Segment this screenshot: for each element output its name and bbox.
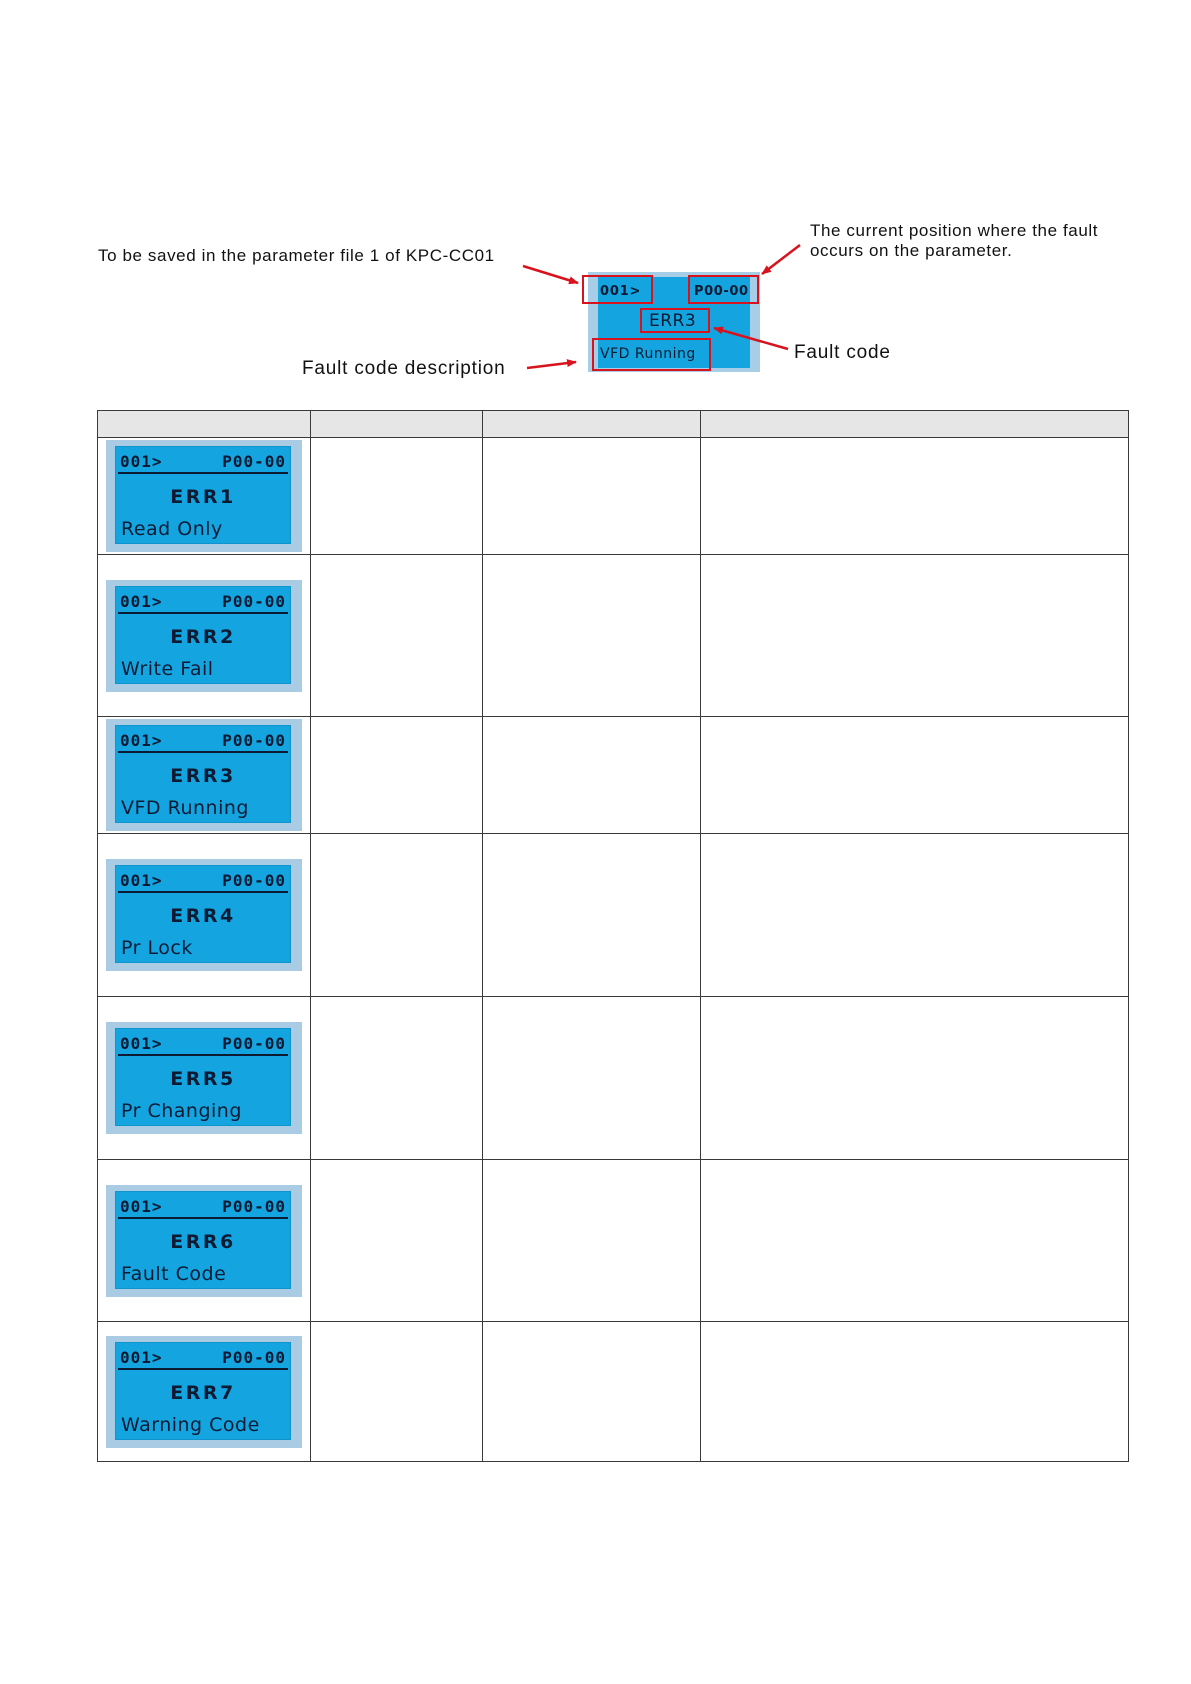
lcd-fault-message: Pr Changing bbox=[121, 1100, 242, 1122]
table-cell bbox=[483, 717, 701, 834]
lcd-file-id: 001> bbox=[120, 1034, 163, 1053]
example-param: P00-00 bbox=[694, 284, 749, 299]
lcd-frame bbox=[106, 1022, 302, 1134]
lcd-file-id: 001> bbox=[120, 591, 163, 611]
lcd-fault-code: ERR5 bbox=[170, 1068, 236, 1090]
example-message: VFD Running bbox=[600, 346, 696, 362]
lcd-fault-message: Write Fail bbox=[121, 657, 214, 680]
lcd-cell bbox=[98, 1160, 311, 1322]
lcd-cell bbox=[98, 555, 311, 717]
lcd-param: P00-00 bbox=[222, 591, 286, 611]
file-id-highlight-box bbox=[582, 275, 653, 304]
lcd-screen bbox=[115, 1028, 291, 1126]
lcd-screen bbox=[115, 1191, 291, 1289]
lcd-screen bbox=[115, 865, 291, 963]
table-cell bbox=[483, 834, 701, 997]
table-cell bbox=[701, 1160, 1129, 1322]
table-cell bbox=[483, 555, 701, 717]
lcd-fault-code: ERR2 bbox=[170, 625, 236, 648]
table-cell bbox=[483, 1160, 701, 1322]
message-highlight-box bbox=[592, 338, 711, 371]
lcd-cell bbox=[98, 717, 311, 834]
table-row bbox=[98, 438, 1129, 555]
table-cell bbox=[701, 834, 1129, 997]
table-row bbox=[98, 834, 1129, 997]
lcd-cell bbox=[98, 1322, 311, 1462]
file-note-label: To be saved in the parameter file 1 of KPC-CC01 bbox=[98, 246, 495, 265]
table-row bbox=[98, 717, 1129, 834]
lcd-header bbox=[118, 869, 288, 893]
code-highlight-box bbox=[640, 308, 710, 333]
fault-desc-arrow bbox=[527, 362, 576, 368]
table-cell bbox=[311, 1322, 483, 1462]
lcd-header bbox=[118, 1346, 288, 1370]
lcd-cell bbox=[98, 997, 311, 1160]
lcd-fault-message: Read Only bbox=[121, 518, 223, 540]
table-cell bbox=[311, 717, 483, 834]
lcd-screen bbox=[115, 725, 291, 823]
table-cell bbox=[311, 438, 483, 555]
fault-table bbox=[97, 410, 1129, 1462]
example-file-id: 001> bbox=[600, 284, 642, 299]
lcd-file-id: 001> bbox=[120, 1347, 163, 1367]
lcd-header bbox=[118, 450, 288, 474]
lcd-frame bbox=[106, 580, 302, 692]
table-row bbox=[98, 555, 1129, 717]
lcd-screen bbox=[115, 586, 291, 684]
table-cell bbox=[701, 717, 1129, 834]
table-cell bbox=[483, 997, 701, 1160]
lcd-cell bbox=[98, 438, 311, 555]
lcd-frame bbox=[106, 440, 302, 552]
lcd-fault-message: VFD Running bbox=[121, 797, 249, 819]
lcd-param: P00-00 bbox=[222, 1034, 286, 1053]
table-cell bbox=[311, 997, 483, 1160]
lcd-param: P00-00 bbox=[222, 871, 286, 890]
lcd-param: P00-00 bbox=[222, 1347, 286, 1367]
fault-desc-label: Fault code description bbox=[302, 358, 506, 379]
lcd-fault-message: Warning Code bbox=[121, 1413, 260, 1436]
table-row bbox=[98, 1160, 1129, 1322]
lcd-file-id: 001> bbox=[120, 452, 163, 471]
table-cell bbox=[311, 555, 483, 717]
header-cell-display bbox=[98, 411, 311, 438]
lcd-frame bbox=[106, 1185, 302, 1297]
table-cell bbox=[701, 1322, 1129, 1462]
table-row bbox=[98, 1322, 1129, 1462]
lcd-header bbox=[118, 729, 288, 753]
lcd-fault-code: ERR1 bbox=[170, 486, 236, 508]
header-cell-3 bbox=[483, 411, 701, 438]
table-cell bbox=[701, 555, 1129, 717]
param-highlight-box bbox=[688, 275, 759, 304]
lcd-fault-code: ERR4 bbox=[170, 905, 236, 927]
lcd-fault-message: Fault Code bbox=[121, 1262, 227, 1285]
fault-code-label: Fault code bbox=[794, 342, 891, 363]
lcd-frame bbox=[106, 719, 302, 831]
lcd-fault-code: ERR7 bbox=[170, 1381, 236, 1404]
header-cell-2 bbox=[311, 411, 483, 438]
lcd-fault-message: Pr Lock bbox=[121, 937, 193, 959]
lcd-param: P00-00 bbox=[222, 1196, 286, 1216]
lcd-header bbox=[118, 1195, 288, 1219]
lcd-header bbox=[118, 1032, 288, 1056]
lcd-file-id: 001> bbox=[120, 871, 163, 890]
position-note-line1: The current position where the fault bbox=[810, 221, 1099, 240]
position-note-line2: occurs on the parameter. bbox=[810, 241, 1013, 260]
lcd-screen bbox=[115, 446, 291, 544]
lcd-fault-code: ERR3 bbox=[170, 765, 236, 787]
lcd-frame bbox=[106, 1336, 302, 1448]
lcd-screen bbox=[115, 1342, 291, 1440]
table-row bbox=[98, 997, 1129, 1160]
table-cell bbox=[311, 1160, 483, 1322]
table-cell bbox=[701, 997, 1129, 1160]
lcd-frame bbox=[106, 859, 302, 971]
lcd-file-id: 001> bbox=[120, 1196, 163, 1216]
table-header-row bbox=[98, 411, 1129, 438]
table-cell bbox=[483, 1322, 701, 1462]
table-cell bbox=[311, 834, 483, 997]
header-cell-4 bbox=[701, 411, 1129, 438]
lcd-fault-code: ERR6 bbox=[170, 1230, 236, 1253]
lcd-param: P00-00 bbox=[222, 452, 286, 471]
lcd-param: P00-00 bbox=[222, 731, 286, 750]
position-note-arrow bbox=[762, 245, 800, 274]
lcd-cell bbox=[98, 834, 311, 997]
file-note-arrow bbox=[523, 266, 578, 283]
lcd-file-id: 001> bbox=[120, 731, 163, 750]
table-cell bbox=[701, 438, 1129, 555]
table-cell bbox=[483, 438, 701, 555]
example-code: ERR3 bbox=[649, 311, 697, 331]
lcd-header bbox=[118, 590, 288, 614]
